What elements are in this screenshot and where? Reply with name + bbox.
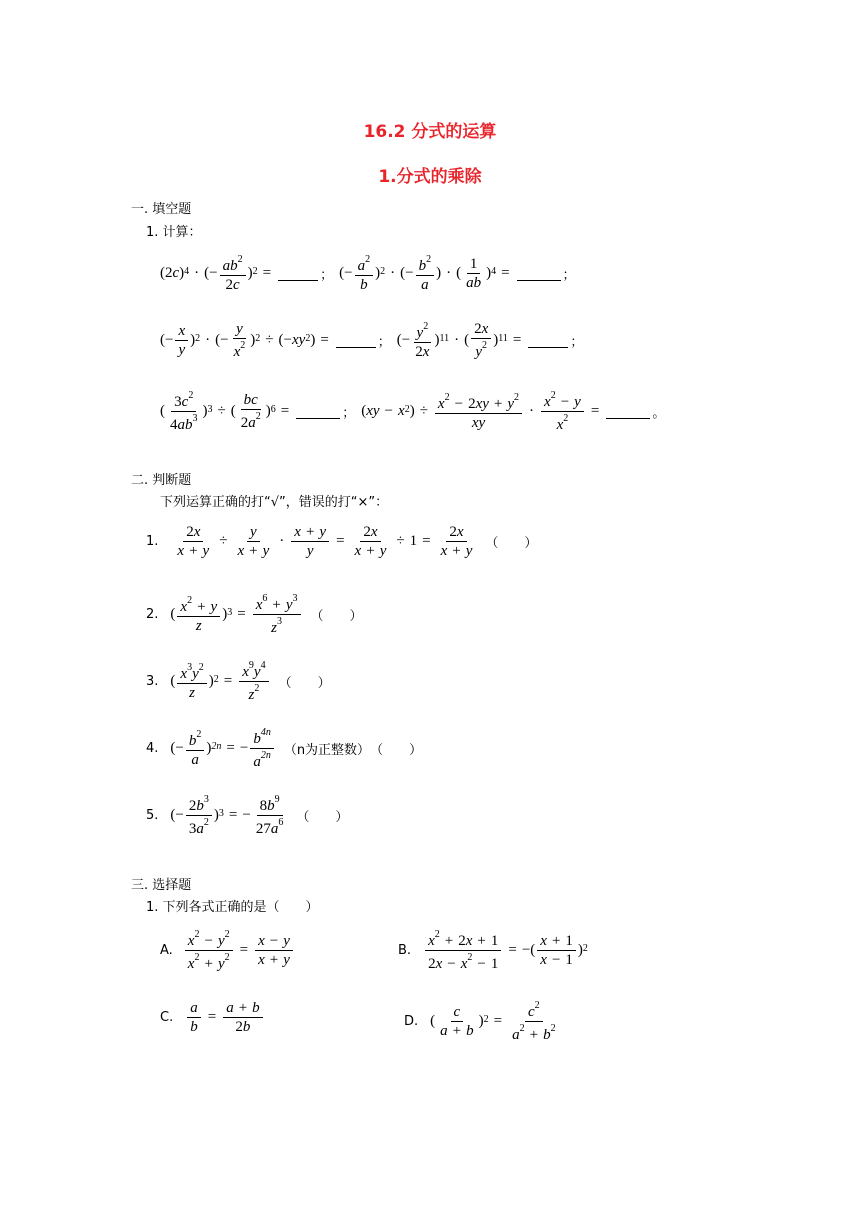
judge-item-3: 3. ( $\frac{x^3y^2}{z}$ ) $^2$ = $\frac{x^9y^4}{z^2}$ （ ） — [146, 660, 331, 703]
fraction: $\frac{a}{b}$ — [187, 999, 201, 1036]
fraction: $\frac{8b^9}{27a^6}$ — [255, 794, 284, 837]
answer-blank[interactable] — [606, 404, 650, 419]
option-b[interactable]: B. $\frac{x^2 + 2x + 1}{2x - x^2 - 1}$ = −( $\frac{x + 1}{x - 1}$ ) $^2$ — [398, 929, 588, 972]
answer-paren[interactable]: （ ） — [278, 676, 331, 691]
fraction: $\frac{x^6 + y^3}{z^3}$ — [253, 592, 301, 637]
answer-blank[interactable] — [517, 266, 561, 281]
fraction: $\frac{x^2 - y^2}{x^2 + y^2}$ — [185, 928, 233, 973]
fraction: $\frac{2x}{x + y}$ — [177, 524, 210, 559]
fraction: $\frac{3c^2}{4ab^3}$ — [170, 390, 198, 433]
fraction: $\frac{x + y}{y}$ — [291, 523, 329, 560]
fraction: $\frac{y}{x + y}$ — [237, 524, 270, 559]
page-subtitle: 1.分式的乘除 — [378, 167, 482, 187]
option-c[interactable]: C. $\frac{a}{b}$ = $\frac{a + b}{2b}$ — [160, 999, 265, 1036]
fraction: $\frac{x^2 - y}{x^2}$ — [541, 389, 584, 434]
section-choice-heading: 三. 选择题 — [131, 878, 192, 893]
fraction: $\frac{b^{4n}}{a^{2n}}$ — [250, 726, 274, 771]
fraction: $\frac{a^2}{b}$ — [355, 253, 374, 294]
fraction: $\frac{x^2 - 2xy + y^2}{xy}$ — [435, 391, 522, 432]
answer-blank[interactable] — [528, 333, 568, 348]
fraction: $\frac{x^9y^4}{z^2}$ — [239, 659, 268, 704]
fraction: $\frac{y^2}{2x}$ — [415, 321, 430, 360]
section-fill-heading: 一. 填空题 — [131, 202, 192, 217]
judge-note: （n为正整数） — [283, 743, 371, 758]
answer-paren[interactable]: （ ） — [370, 743, 423, 758]
judge-instruction: 下列运算正确的打“√”，错误的打“×”： — [160, 495, 389, 510]
answer-blank[interactable] — [278, 266, 318, 281]
section-judge-heading: 二. 判断题 — [131, 473, 192, 488]
fraction: $\frac{x + 1}{x - 1}$ — [537, 932, 576, 969]
fraction: $\frac{2x}{y^2}$ — [471, 320, 491, 361]
fraction: $\frac{2b^3}{3a^2}$ — [186, 793, 212, 838]
page-title: 16.2 分式的运算 — [363, 122, 497, 142]
fraction: $\frac{x^2 + 2x + 1}{2x - x^2 - 1}$ — [425, 928, 501, 973]
answer-paren[interactable]: （ ） — [296, 810, 349, 825]
judge-item-4: 4. (− $\frac{b^2}{a}$ ) $^{2n}$ = − $\frac{b^{4n}}{a^{2n}}$ （n为正整数） （ ） — [146, 727, 423, 770]
fraction: $\frac{2x}{x + y}$ — [440, 524, 473, 559]
fill-item-1-label: 1. 计算： — [146, 225, 202, 240]
option-a[interactable]: A. $\frac{x^2 - y^2}{x^2 + y^2}$ = $\frac{x - y}{x + y}$ — [160, 928, 295, 973]
answer-paren[interactable]: （ ） — [485, 536, 538, 551]
fraction: $\frac{a + b}{2b}$ — [223, 999, 262, 1036]
fraction: $\frac{2x}{x + y}$ — [354, 524, 387, 559]
fraction: $\frac{c^2}{a^2 + b^2}$ — [512, 1000, 556, 1043]
fraction: $\frac{c}{a + b}$ — [440, 1004, 474, 1039]
choice-question: 1. 下列各式正确的是（ ） — [146, 900, 319, 915]
fraction: $\frac{bc}{2a^2}$ — [240, 392, 261, 431]
fraction: $\frac{x}{y}$ — [175, 322, 188, 359]
fraction: $\frac{x^2 + y}{z}$ — [177, 594, 220, 635]
fraction: $\frac{x - y}{x + y}$ — [255, 932, 293, 969]
judge-item-2: 2. ( $\frac{x^2 + y}{z}$ ) $^3$ = $\frac{x^6 + y^3}{z^3}$ （ ） — [146, 593, 363, 636]
fraction: $\frac{b^2}{a}$ — [416, 253, 435, 294]
fill-line-2: (− $\frac{x}{y}$ ) $^2$ · (− $\frac{y}{x^2}$ ) $^2$ ÷ (− xy $^2$ ) = ； (− $\frac{y^2}{2x}$ ) $^{11}$ · ( $\frac{2x}{y^2}$ ) $^{11}$ = ； — [160, 321, 584, 360]
fraction: $\frac{x^3y^2}{z}$ — [177, 661, 206, 702]
answer-paren[interactable]: （ ） — [310, 609, 363, 624]
answer-blank[interactable] — [336, 333, 376, 348]
judge-item-1: 1. $\frac{2x}{x + y}$ ÷ $\frac{y}{x + y}$ · $\frac{x + y}{y}$ = $\frac{2x}{x + y}$ ÷ 1 = $\frac{2x}{x + y}$ （ ） — [146, 524, 538, 559]
fraction: $\frac{b^2}{a}$ — [186, 728, 205, 769]
judge-item-5: 5. (− $\frac{2b^3}{3a^2}$ ) $^3$ = − $\frac{8b^9}{27a^6}$ （ ） — [146, 794, 349, 837]
fraction: $\frac{ab^2}{2c}$ — [220, 253, 246, 294]
fraction: $\frac{y}{x^2}$ — [233, 321, 246, 360]
fill-line-3: ( $\frac{3c^2}{4ab^3}$ ) $^3$ ÷ ( $\frac{bc}{2a^2}$ ) $^6$ = ； ( xy − x $^2$ ) ÷ $\frac{x^2 - 2xy + y^2}{xy}$ · $\frac{x^2 - y}{x^2}$ = 。 — [160, 390, 666, 433]
fill-line-1: (2 c ) $^4$ · (− $\frac{ab^2}{2c}$ ) $^2$ = ； (− $\frac{a^2}{b}$ ) $^2$ · (− $\frac{b^2}{a}$ ) · ( $\frac{1}{ab}$ ) $^4$ = ； — [160, 254, 576, 293]
fraction: $\frac{1}{ab}$ — [466, 256, 482, 291]
option-d[interactable]: D. ( $\frac{c}{a + b}$ ) $^2$ = $\frac{c^2}{a^2 + b^2}$ — [404, 999, 561, 1044]
answer-blank[interactable] — [296, 404, 340, 419]
